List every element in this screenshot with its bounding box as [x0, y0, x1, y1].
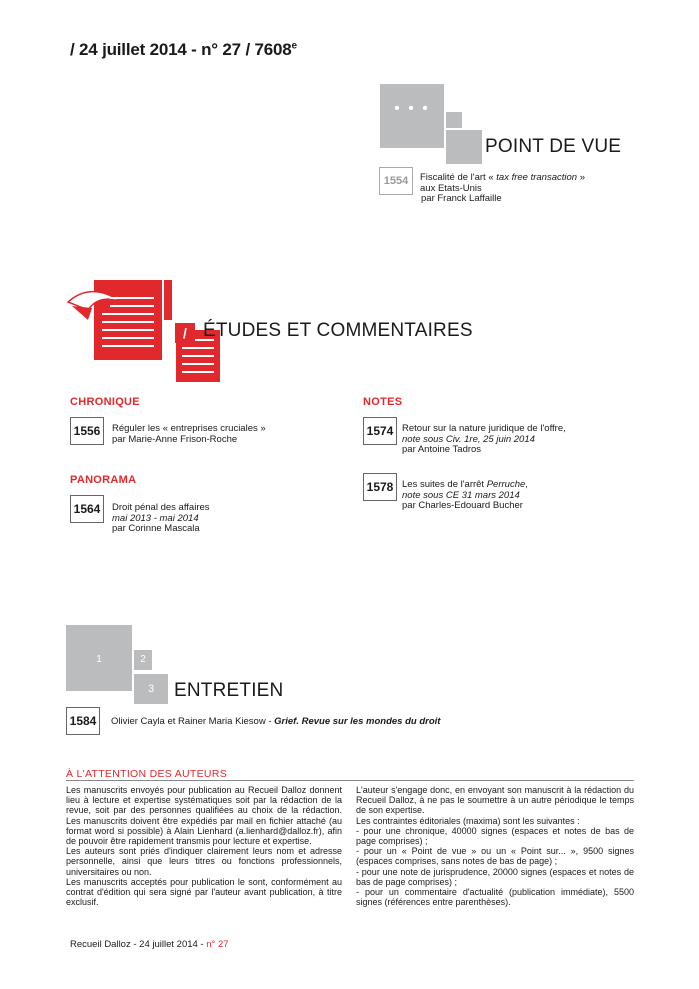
entretien-entry[interactable]: Olivier Cayla et Rainer Maria Kiesow - Grief. Revue sur les mondes du droit	[111, 716, 441, 727]
section-title-point-de-vue: POINT DE VUE	[485, 136, 622, 157]
point-de-vue-entry[interactable]: Fiscalité de l'art « tax free transaction » aux Etats-Unis par Franck Laffaille	[420, 172, 585, 204]
slash-icon: /	[175, 323, 195, 343]
paragraph: - pour un commentaire d'actualité (publication immédiate), 5500 signes (références entre parenthèses).	[356, 887, 634, 908]
point-de-vue-medium-square	[446, 130, 482, 164]
authors-notice-column-1	[66, 785, 342, 907]
section-title-etudes: ÉTUDES ET COMMENTAIRES	[203, 320, 473, 341]
chronique-entry[interactable]: Réguler les « entreprises cruciales » par Marie-Anne Frison-Roche	[112, 423, 266, 445]
section-title-entretien: ENTRETIEN	[174, 680, 284, 701]
entretien-box-3: 3	[134, 674, 168, 704]
paragraph: - pour une chronique, 40000 signes (espaces et notes de bas de page comprises) ;	[356, 825, 634, 847]
footer: Recueil Dalloz - 24 juillet 2014 - n° 27	[70, 939, 229, 950]
divider	[66, 780, 634, 781]
point-de-vue-dots-icon: • • •	[394, 100, 430, 117]
point-de-vue-small-square	[446, 112, 462, 128]
authors-notice-title: À L'ATTENTION DES AUTEURS	[66, 768, 228, 780]
page-number-1574[interactable]: 1574	[363, 417, 397, 445]
authors-notice-column-2	[356, 785, 634, 907]
chronique-heading: CHRONIQUE	[70, 396, 140, 408]
paragraph: Les contraintes éditoriales (maxima) sont les suivantes :	[356, 815, 580, 826]
paragraph: Les auteurs sont priés d'indiquer clairement leurs nom et adresse personnelle, ainsi que leurs titres ou fonctions professionnels, universitaires ou non.	[66, 846, 342, 877]
issue-date-header: / 24 juillet 2014 - n° 27 / 7608e	[70, 40, 297, 59]
paragraph: - pour un « Point de vue » ou un « Point sur... », 9500 signes (espaces comprises, sans notes de bas de page) ;	[356, 846, 634, 867]
documents-icon	[66, 276, 226, 386]
panorama-heading: PANORAMA	[70, 474, 137, 486]
entretien-box-2: 2	[134, 650, 152, 670]
note-entry-1574[interactable]: Retour sur la nature juridique de l'offre, note sous Civ. 1re, 25 juin 2014 par Antoine Tadros	[402, 423, 566, 455]
paragraph: - pour une note de jurisprudence, 20000 signes (espaces et notes de bas de page comprises) ;	[356, 866, 634, 887]
paragraph: L'auteur s'engage donc, en envoyant son manuscrit à la rédaction du Recueil Dalloz, à ne pas le soumettre à un autre périodique le temps de son expertise.	[356, 785, 634, 816]
paragraph: Les manuscrits acceptés pour publication le sont, conformément au contrat d'édition qui sera signé par l'auteur avant publication, à titre exclusif.	[66, 876, 342, 908]
entretien-box-1: 1	[96, 654, 102, 665]
page-number-1554[interactable]: 1554	[379, 167, 413, 195]
paragraph: Les manuscrits envoyés pour publication au Recueil Dalloz donnent lieu à lecture et expertise systématiques soit par la rédaction de la revue, soit par des personnes qualifiées au choix de la rédaction. Les manuscrits doivent être expédiés par mail en fichier attaché (au format word si possible) à Alain Lienhard (a.lienhard@dalloz.fr), afin de pouvoir être rapidement transmis pour lecture et expertise.	[66, 785, 342, 847]
page-number-1578[interactable]: 1578	[363, 473, 397, 501]
page-number-1584[interactable]: 1584	[66, 707, 100, 735]
notes-heading: NOTES	[363, 396, 403, 408]
page-number-1556[interactable]: 1556	[70, 417, 104, 445]
panorama-entry[interactable]: Droit pénal des affaires mai 2013 - mai 2014 par Corinne Mascala	[112, 502, 210, 534]
page-number-1564[interactable]: 1564	[70, 495, 104, 523]
note-entry-1578[interactable]: Les suites de l'arrêt Perruche, note sous CE 31 mars 2014 par Charles-Edouard Bucher	[402, 479, 528, 511]
